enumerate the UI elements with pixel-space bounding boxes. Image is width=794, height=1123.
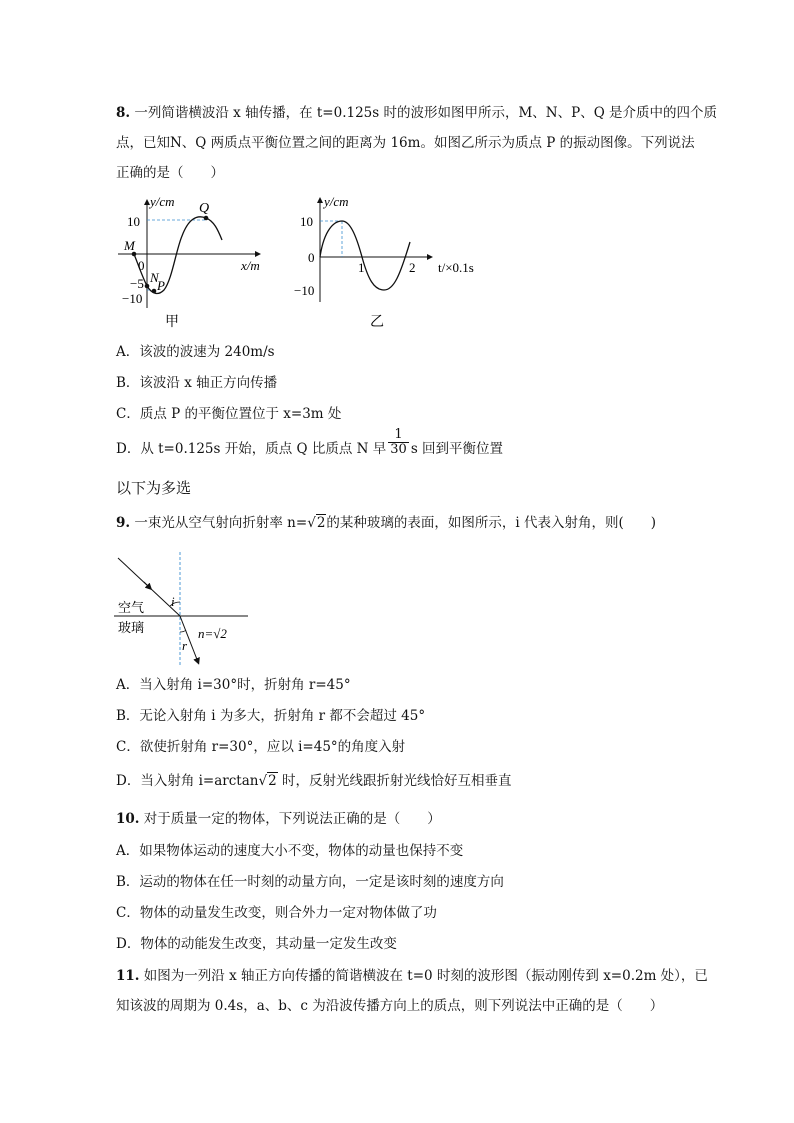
q8-line1: [116, 104, 717, 122]
y-tick-10: 10: [300, 214, 313, 229]
q10-number: 10.: [116, 811, 140, 827]
sqrt-symbol: √2: [258, 773, 277, 789]
q9-option-b[interactable]: B．无论入射角 i 为多大，折射角 r 都不会超过 45°: [116, 708, 426, 724]
q9-stem: [116, 514, 656, 532]
q10-option-c[interactable]: C．物体的动量发生改变，则合外力一定对物体做了功: [116, 905, 437, 921]
xlabel: x/m: [241, 258, 260, 273]
xlabel: t/×0.1s: [438, 260, 474, 275]
q8-option-b[interactable]: B．该波沿 x 轴正方向传播: [116, 375, 278, 391]
q8-line3: 正确的是（ ）: [116, 165, 224, 181]
q11-number: 11.: [116, 968, 140, 984]
vibration-curve: [320, 221, 410, 290]
t-tick-2: 2: [409, 260, 416, 275]
q9-option-d-tail: 时，反射光线跟折射光线恰好互相垂直: [277, 773, 512, 789]
q9-option-a[interactable]: A．当入射角 i=30°时，折射角 r=45°: [116, 677, 351, 693]
t-tick-1: 1: [358, 260, 365, 275]
wave-figure-jia: [110, 190, 285, 335]
refraction-figure: [110, 548, 260, 670]
caption-jia: 甲: [165, 314, 179, 330]
q10-stem: [116, 810, 441, 828]
label-i: i: [171, 594, 175, 609]
sqrt-value: 2: [268, 773, 277, 789]
q11-line2: 知该波的周期为 0.4s，a、b、c 为沿波传播方向上的质点，则下列说法中正确的是（ ）: [116, 998, 664, 1014]
label-n: N: [150, 270, 159, 285]
q8-option-a[interactable]: A．该波的波速为 240m/s: [116, 344, 275, 360]
q10-option-d[interactable]: D．物体的动能发生改变，其动量一定发生改变: [116, 936, 397, 952]
sqrt-value: 2: [316, 515, 326, 531]
ylabel: y/cm: [324, 194, 349, 209]
denominator: 30: [390, 442, 407, 457]
q8-line2: 点，已知N、Q 两质点平衡位置之间的距离为 16m。如图乙所示为质点 P 的振动图像。下列说法: [116, 135, 695, 151]
q8-option-c[interactable]: C．质点 P 的平衡位置位于 x=3m 处: [116, 406, 342, 422]
label-m: M: [124, 238, 135, 253]
q8-option-d-tail: s 回到平衡位置: [410, 441, 504, 457]
sqrt-symbol: √2: [307, 515, 326, 531]
q9-option-c[interactable]: C．欲使折射角 r=30°，应以 i=45°的角度入射: [116, 739, 406, 755]
q10-option-a[interactable]: A．如果物体运动的速度大小不变，物体的动量也保持不变: [116, 843, 464, 859]
q9-number: 9.: [116, 515, 131, 531]
q10-option-b[interactable]: B．运动的物体在任一时刻的动量方向，一定是该时刻的速度方向: [116, 874, 504, 890]
y-tick-neg5: −5: [130, 276, 144, 291]
label-glass: 玻璃: [118, 621, 145, 636]
q8-text: 一列简谐横波沿 x 轴传播，在 t=0.125s 时的波形如图甲所示，M、N、P、Q 是介质中的四个质: [134, 105, 718, 121]
origin: 0: [138, 258, 145, 273]
vibration-figure-yi: [290, 190, 490, 335]
label-q: Q: [199, 201, 210, 216]
q9-text-pre: 一束光从空气射向折射率 n=: [134, 515, 308, 531]
label-r: r: [182, 638, 188, 653]
q8-option-d[interactable]: [116, 427, 504, 458]
point-n: [145, 284, 150, 289]
q8-number: 8.: [116, 105, 131, 121]
q11-line1: [116, 967, 708, 985]
y-tick-neg10: −10: [122, 291, 143, 306]
y-tick-neg10: −10: [294, 283, 315, 298]
point-p: [152, 289, 157, 294]
label-p: P: [157, 278, 165, 293]
label-air: 空气: [118, 601, 145, 616]
q9-option-d[interactable]: [116, 772, 511, 790]
q10-text: 对于质量一定的物体，下列说法正确的是（ ）: [143, 811, 441, 827]
fraction: [388, 428, 409, 457]
section-multi-select: 以下为多选: [116, 479, 192, 497]
q9-option-d-text: D．当入射角 i=arctan: [116, 773, 259, 789]
ylabel: y/cm: [150, 194, 175, 209]
q11-text: 如图为一列沿 x 轴正方向传播的简谐横波在 t=0 时刻的波形图（振动刚传到 x=0.2m 处），已: [143, 968, 708, 984]
q8-option-d-text: D．从 t=0.125s 开始，质点 Q 比质点 N 早: [116, 441, 387, 457]
q9-text-post: 的某种玻璃的表面，如图所示，i 代表入射角，则( ): [326, 515, 657, 531]
label-n: n=√2: [198, 626, 227, 641]
y-tick-10: 10: [127, 214, 140, 229]
point-q: [204, 216, 209, 221]
numerator: 1: [388, 428, 409, 443]
caption-yi: 乙: [370, 314, 384, 330]
origin: 0: [308, 250, 315, 265]
